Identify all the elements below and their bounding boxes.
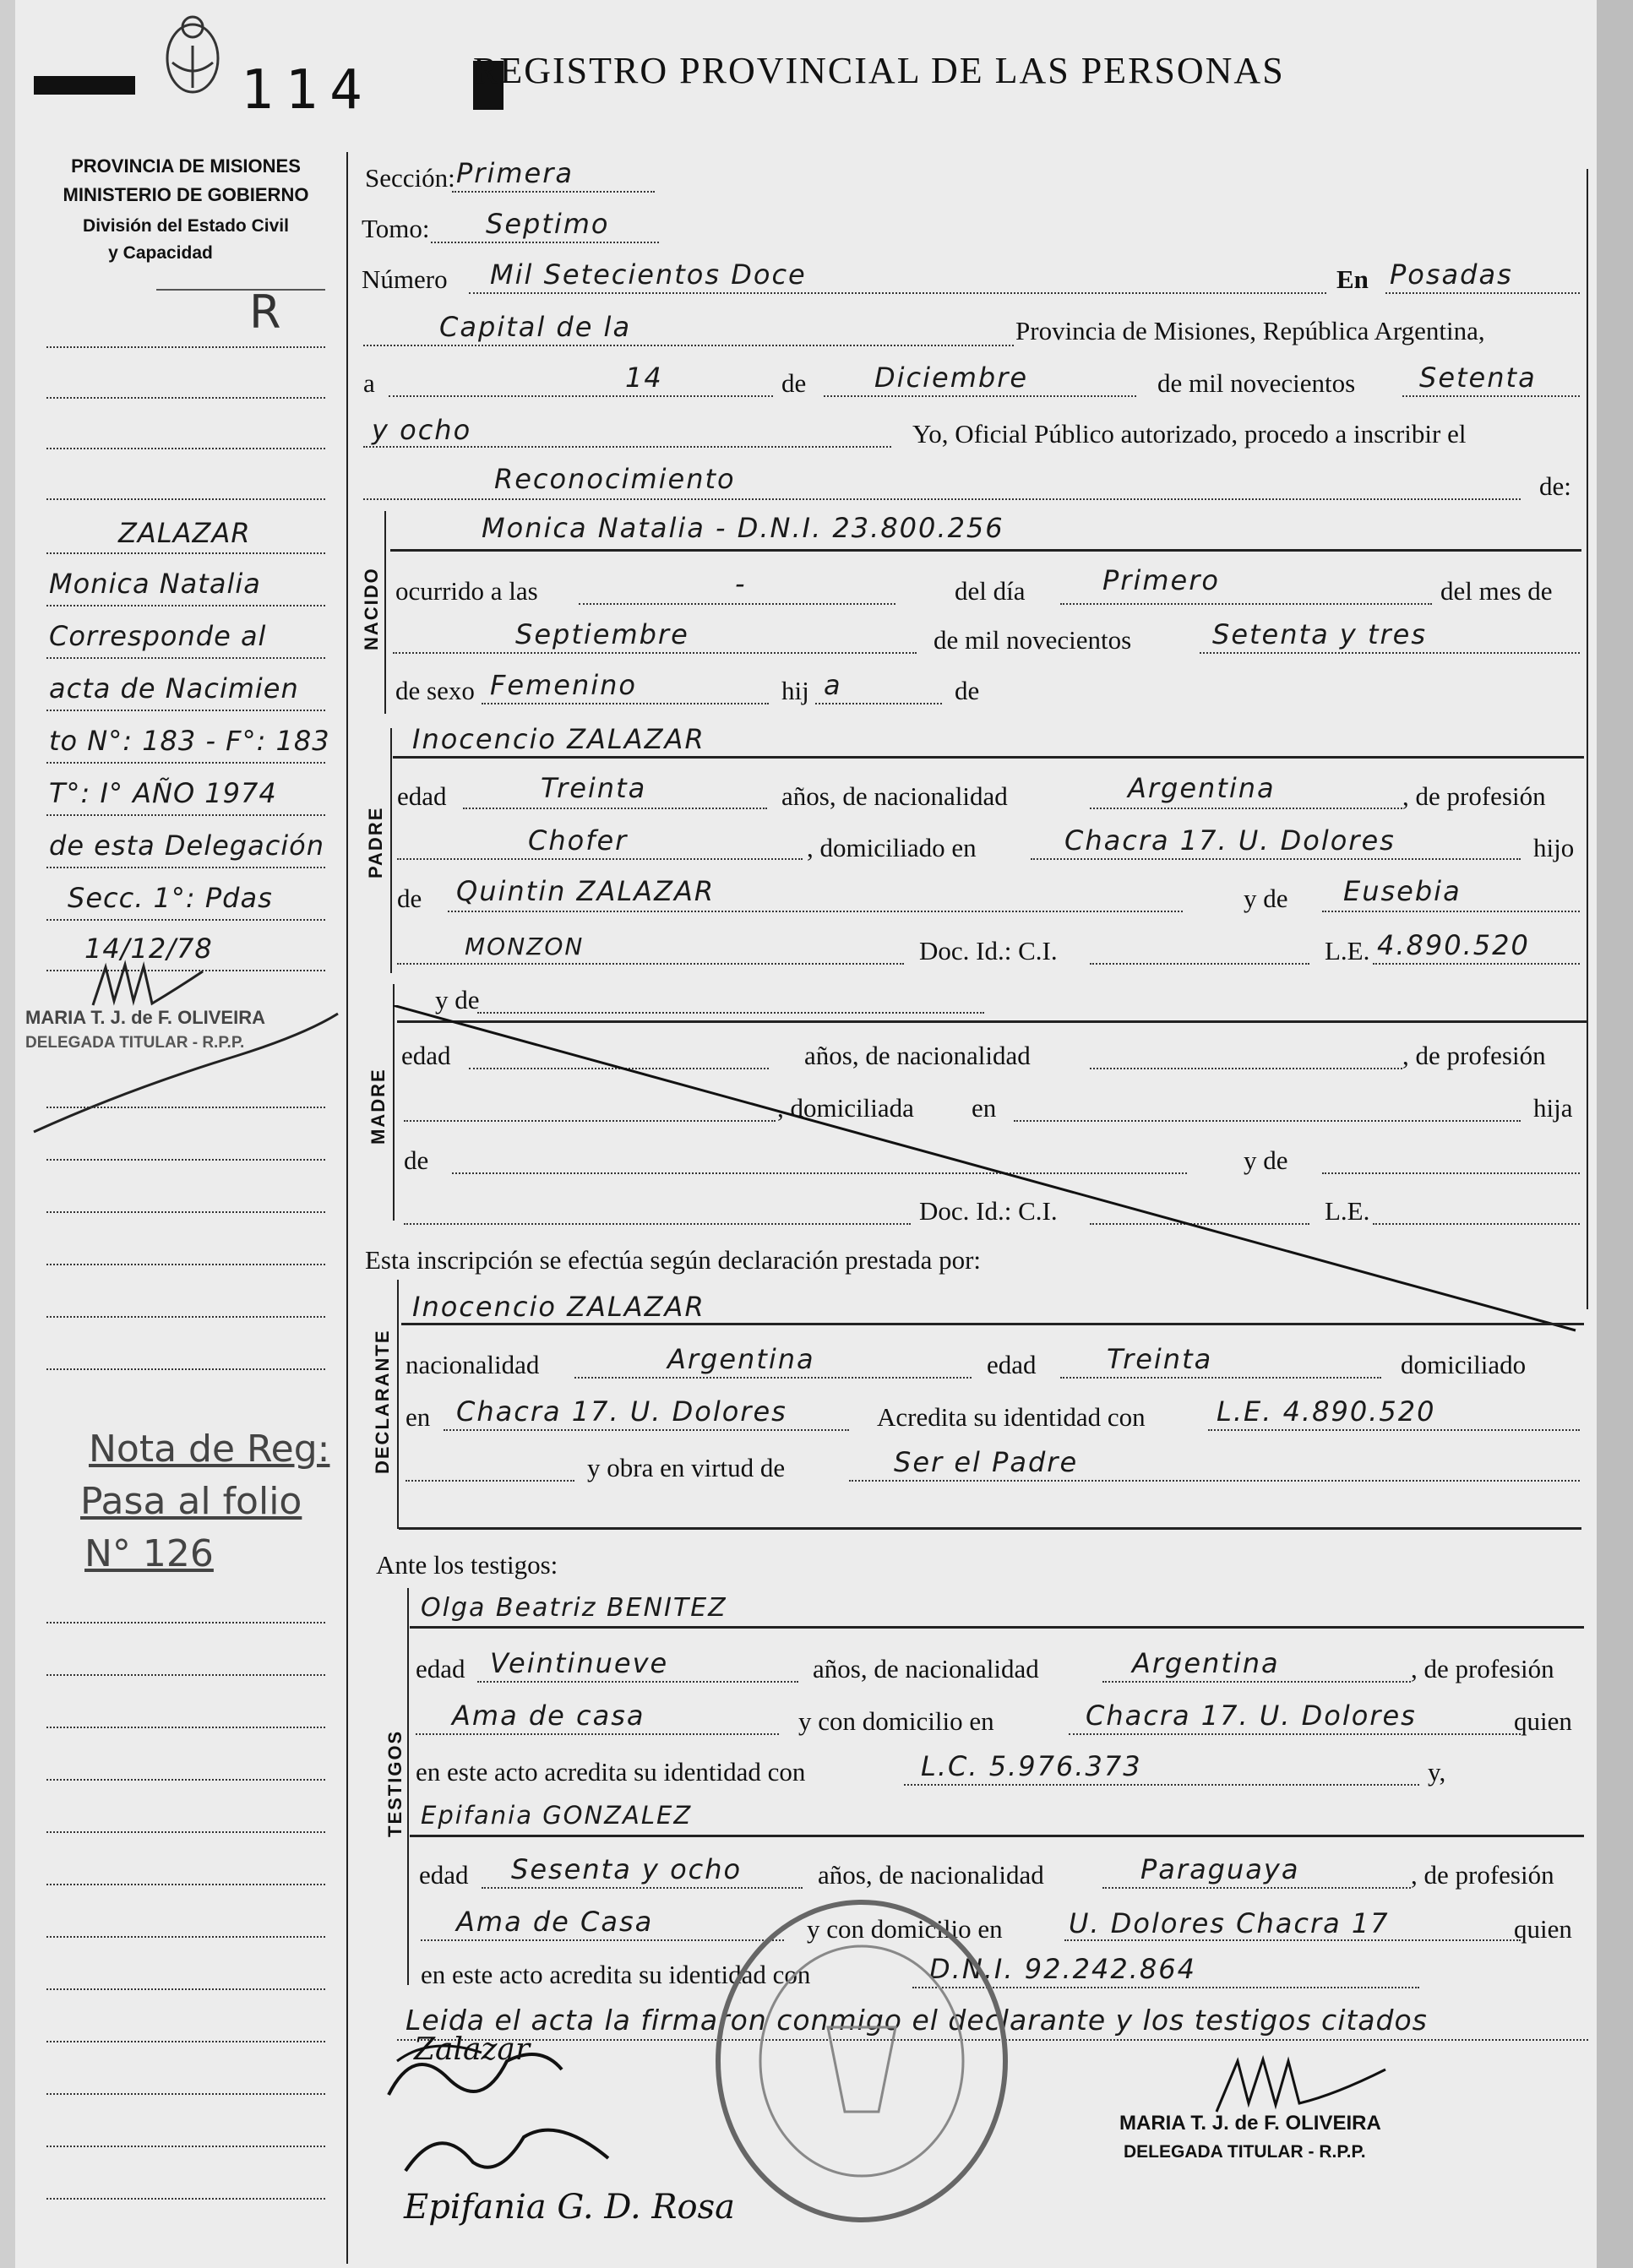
- fill-line: [1060, 603, 1432, 605]
- margin-sig-name: MARIA T. J. de F. OLIVEIRA: [25, 1007, 265, 1028]
- madre-le-label: L.E.: [1325, 1196, 1370, 1226]
- padre-de-value: Quintin ZALAZAR: [456, 875, 716, 907]
- fill-line: [389, 395, 773, 397]
- padre-de-label: de: [397, 884, 422, 913]
- padre-anos-label: años, de nacionalidad: [781, 781, 1008, 811]
- margin-divider: [346, 152, 348, 2264]
- declarante-acredita-label: Acredita su identidad con: [877, 1402, 1146, 1432]
- madre-y-de-label: y de: [435, 985, 480, 1014]
- org-line-2: MINISTERIO DE GOBIERNO: [63, 184, 309, 205]
- hij-label: hij: [781, 676, 809, 705]
- sexo-value: Femenino: [490, 669, 637, 701]
- stamp-note-2: Pasa al folio: [80, 1480, 302, 1523]
- testigo1-domicilio: Chacra 17. U. Dolores: [1086, 1700, 1417, 1732]
- stamp-note-3: N° 126: [84, 1532, 214, 1575]
- declarante-domiciliado-label: domiciliado: [1401, 1350, 1527, 1379]
- margin-line: [46, 814, 325, 816]
- madre-profesion-label: , de profesión: [1402, 1041, 1546, 1070]
- testigo2-profesion: Ama de Casa: [456, 1906, 654, 1938]
- seccion-label: Sección:: [365, 163, 455, 193]
- margin-line: [46, 448, 325, 449]
- testigos-intro: Ante los testigos:: [376, 1550, 558, 1580]
- declarante-obra: Ser el Padre: [894, 1446, 1079, 1478]
- section-label-madre: MADRE: [367, 1068, 389, 1145]
- ocurrido-label: ocurrido a las: [395, 576, 538, 606]
- person-line: [410, 1626, 1584, 1629]
- margin-line: [46, 762, 325, 764]
- year-prefix: de mil novecientos: [1157, 368, 1356, 398]
- margin-line: [46, 919, 325, 921]
- nacido-person: Monica Natalia - D.N.I. 23.800.256: [482, 512, 1004, 544]
- madre-de-label: de: [404, 1145, 429, 1175]
- official-seal-icon: [710, 1892, 1014, 2230]
- margin-note-3: to N°: 183 - F°: 183: [49, 725, 330, 757]
- stamp-note-1: Nota de Reg:: [89, 1428, 330, 1471]
- declarante-en-label: en: [406, 1402, 431, 1432]
- month-value: Diciembre: [874, 362, 1029, 394]
- year-value-1: Setenta: [1419, 362, 1537, 394]
- signature-1: Zalazar: [414, 2032, 531, 2067]
- person-line: [410, 1835, 1584, 1837]
- page-edge: [1597, 0, 1633, 2268]
- fill-line: [363, 446, 891, 448]
- margin-line: [46, 1674, 325, 1676]
- margin-line: [46, 1884, 325, 1885]
- declarante-obra-label: y obra en virtud de: [587, 1453, 786, 1482]
- madre-domiciliada-label: , domiciliada: [777, 1093, 914, 1123]
- margin-line: [46, 657, 325, 659]
- seccion-value: Primera: [456, 157, 574, 189]
- testigo2-edad: Sesenta y ocho: [511, 1853, 743, 1885]
- margin-line: [46, 2198, 325, 2200]
- margin-line: [46, 867, 325, 868]
- fill-line: [1373, 963, 1580, 965]
- margin-line: [46, 1727, 325, 1728]
- de-label: de: [781, 368, 807, 398]
- padre-domicilio-label: , domiciliado en: [807, 833, 977, 862]
- madre-edad-label: edad: [401, 1041, 451, 1070]
- de-label-nacido: de: [955, 676, 980, 705]
- section-bracket: [407, 1588, 409, 1985]
- org-line-3: División del Estado Civil: [83, 216, 289, 236]
- provincia-text: Provincia de Misiones, República Argentina,: [1015, 316, 1485, 345]
- fill-line: [477, 1681, 798, 1683]
- padre-madre-de-2: MONZON: [465, 933, 585, 960]
- fill-line: [1385, 292, 1580, 294]
- padre-hijo-label: hijo: [1533, 833, 1575, 862]
- del-dia-label: del día: [955, 576, 1026, 606]
- capital-value: Capital de la: [439, 311, 632, 343]
- mes-value: Septiembre: [515, 618, 689, 650]
- binding-edge: [0, 0, 15, 2268]
- fill-line: [1031, 858, 1521, 860]
- section-bottom-line: [399, 1527, 1581, 1530]
- fill-line: [1064, 1939, 1521, 1941]
- del-mes-label: del mes de: [1440, 576, 1553, 606]
- act-type: Reconocimiento: [494, 463, 736, 495]
- numero-value: Mil Setecientos Doce: [490, 258, 807, 291]
- testigo2-anos-label: años, de nacionalidad: [818, 1860, 1044, 1890]
- margin-line: [46, 1316, 325, 1318]
- margin-line: [46, 552, 325, 554]
- fill-line: [431, 242, 659, 243]
- fill-line: [1069, 1733, 1521, 1735]
- testigo1-domicilio-label: y con domicilio en: [798, 1706, 994, 1736]
- margin-line: [46, 346, 325, 348]
- fill-line: [397, 858, 803, 860]
- testigo2-nacionalidad: Paraguaya: [1140, 1853, 1300, 1885]
- margin-line: [46, 1831, 325, 1833]
- tomo-value: Septimo: [486, 208, 610, 240]
- fill-line: [1102, 1681, 1411, 1683]
- fill-line: [469, 292, 1326, 294]
- coat-of-arms-icon: [161, 12, 225, 105]
- padre-edad-label: edad: [397, 781, 447, 811]
- fill-line: [1208, 1429, 1580, 1431]
- testigo1-quien-label: quien: [1514, 1706, 1572, 1736]
- margin-name: Monica Natalia: [49, 568, 261, 600]
- margin-line: [46, 1107, 325, 1108]
- margin-line: [46, 1779, 325, 1781]
- testigo2-quien-label: quien: [1514, 1914, 1572, 1944]
- fill-line: [363, 498, 1521, 500]
- person-line: [390, 549, 1581, 552]
- testigo1-edad-label: edad: [416, 1654, 465, 1683]
- year-value: Setenta y tres: [1212, 618, 1428, 650]
- year-value-2: y ocho: [372, 414, 472, 446]
- org-line-4: y Capacidad: [108, 243, 213, 263]
- section-bracket: [397, 1280, 399, 1529]
- page-title: REGISTRO PROVINCIAL DE LAS PERSONAS: [473, 50, 1285, 91]
- en-label: En: [1336, 264, 1369, 294]
- testigo1-profesion-label: , de profesión: [1411, 1654, 1554, 1683]
- margin-line: [46, 397, 325, 399]
- padre-profesion: Chofer: [528, 824, 629, 857]
- madre-y-de2-label: y de: [1244, 1145, 1288, 1175]
- numero-label: Número: [362, 264, 448, 294]
- testigo2-domicilio: U. Dolores Chacra 17: [1069, 1907, 1390, 1939]
- fill-line: [815, 703, 942, 704]
- section-label-nacido: NACIDO: [361, 567, 382, 650]
- declarante-acredita: L.E. 4.890.520: [1217, 1395, 1436, 1428]
- fill-line: [1090, 808, 1402, 809]
- person-line: [393, 756, 1584, 759]
- section-label-testigos: TESTIGOS: [384, 1729, 406, 1837]
- org-underline: [156, 289, 325, 291]
- padre-edad-value: Treinta: [541, 772, 647, 804]
- testigo1-anos-label: años, de nacionalidad: [813, 1654, 1039, 1683]
- testigo2-domicilio-label: y con domicilio en: [807, 1914, 1003, 1944]
- declarante-domicilio: Chacra 17. U. Dolores: [456, 1395, 787, 1428]
- padre-name: Inocencio ZALAZAR: [412, 723, 705, 755]
- declarante-nacionalidad-label: nacionalidad: [406, 1350, 540, 1379]
- margin-line: [46, 1211, 325, 1213]
- fill-line: [393, 652, 917, 654]
- tomo-label: Tomo:: [362, 214, 430, 243]
- testigo1-nacionalidad: Argentina: [1132, 1647, 1280, 1679]
- madre-hija-label: hija: [1533, 1093, 1573, 1123]
- day-value: 14: [625, 362, 663, 394]
- testigo1-edad: Veintinueve: [490, 1647, 669, 1679]
- margin-sig-title: DELEGADA TITULAR - R.P.P.: [25, 1034, 245, 1052]
- testigo1-name: Olga Beatriz BENITEZ: [421, 1593, 727, 1623]
- declarante-nacionalidad: Argentina: [667, 1343, 815, 1375]
- section-label-padre: PADRE: [365, 806, 386, 878]
- margin-note-4: T°: I° AÑO 1974: [49, 777, 277, 809]
- fill-line: [448, 911, 1183, 912]
- margin-line: [46, 2041, 325, 2042]
- margin-line: [46, 1622, 325, 1623]
- ocurrido-value: -: [735, 568, 747, 600]
- signature-2-icon: [397, 2112, 617, 2188]
- declarante-edad: Treinta: [1107, 1343, 1213, 1375]
- testigo1-y-label: y,: [1428, 1757, 1446, 1787]
- margin-line: [46, 1988, 325, 1990]
- fill-line: [444, 1429, 849, 1431]
- fill-line: [574, 1377, 972, 1379]
- fill-line: [463, 808, 767, 809]
- fill-line: [1402, 395, 1580, 397]
- declarante-edad-label: edad: [987, 1350, 1037, 1379]
- fill-line: [1322, 911, 1580, 912]
- margin-note-1: Corresponde al: [49, 620, 267, 652]
- year-label: de mil novecientos: [934, 625, 1132, 655]
- fill-line: [824, 395, 1136, 397]
- margin-scribble-icon: [25, 997, 346, 1149]
- fill-line: [849, 1480, 1580, 1482]
- sexo-label: de sexo: [395, 676, 475, 705]
- margin-note-7: 14/12/78: [84, 933, 213, 965]
- declarante-intro: Esta inscripción se efectúa según declaración prestada por:: [365, 1245, 982, 1275]
- madre-anos-label: años, de nacionalidad: [804, 1041, 1031, 1070]
- padre-nacionalidad: Argentina: [1128, 772, 1276, 804]
- margin-line: [46, 1159, 325, 1161]
- person-line: [401, 1323, 1584, 1325]
- fill-line: [1060, 1377, 1381, 1379]
- margin-line: [46, 1368, 325, 1370]
- margin-note-5: de esta Delegación: [49, 829, 325, 862]
- margin-line: [46, 2146, 325, 2147]
- fill-line: [1200, 652, 1580, 654]
- margin-note-6: Secc. 1°: Pdas: [68, 882, 273, 914]
- testigo2-name: Epifania GONZALEZ: [421, 1801, 693, 1830]
- fill-line: [482, 1887, 803, 1889]
- section-bracket: [390, 728, 392, 973]
- fill-line: [904, 1784, 1419, 1786]
- de-colon: de:: [1539, 471, 1571, 501]
- declarante-name: Inocencio ZALAZAR: [412, 1291, 705, 1323]
- signature-3: Epifania G. D. Rosa: [404, 2188, 735, 2227]
- fill-line: [397, 963, 904, 965]
- fill-line: [482, 703, 769, 704]
- padre-madre-de-1: Eusebia: [1343, 875, 1462, 907]
- padre-doc-label: Doc. Id.: C.I.: [919, 936, 1058, 965]
- fill-line: [452, 191, 655, 193]
- margin-line: [46, 1936, 325, 1938]
- testigo1-profesion: Ama de casa: [452, 1700, 645, 1732]
- testigo1-doc: L.C. 5.976.373: [921, 1750, 1142, 1782]
- margin-note-2: acta de Nacimien: [49, 672, 299, 704]
- padre-domicilio: Chacra 17. U. Dolores: [1064, 824, 1396, 857]
- dia-value: Primero: [1102, 564, 1220, 596]
- en-value: Posadas: [1390, 258, 1513, 291]
- official-sig-name: MARIA T. J. de F. OLIVEIRA: [1119, 2112, 1381, 2135]
- oficial-text: Yo, Oficial Público autorizado, procedo a inscribir el: [912, 419, 1467, 449]
- mark-r: R: [249, 286, 281, 339]
- fill-line: [1090, 963, 1309, 965]
- margin-surname: ZALAZAR: [118, 517, 251, 549]
- fill-line: [1102, 1887, 1411, 1889]
- redaction-mark: [34, 76, 135, 95]
- folio-number: 114: [241, 59, 374, 122]
- a-label: a: [363, 368, 375, 398]
- testigo1-acredita-label: en este acto acredita su identidad con: [416, 1757, 806, 1787]
- margin-line: [46, 2093, 325, 2095]
- madre-doc-label: Doc. Id.: C.I.: [919, 1196, 1058, 1226]
- margin-line: [46, 1264, 325, 1265]
- madre-en-label: en: [972, 1093, 997, 1123]
- margin-line: [46, 605, 325, 606]
- fill-line: [416, 1733, 779, 1735]
- closing-text: Leida el acta la firmaron conmigo el declarante y los testigos citados: [406, 2004, 1428, 2037]
- section-label-declarante: DECLARANTE: [372, 1329, 393, 1474]
- padre-y-de-label: y de: [1244, 884, 1288, 913]
- hij-value: a: [824, 669, 842, 701]
- testigo2-profesion-label: , de profesión: [1411, 1860, 1554, 1890]
- testigo2-doc: D.N.I. 92.242.864: [929, 1953, 1196, 1985]
- section-bracket: [384, 511, 386, 714]
- padre-le-label: L.E.: [1325, 936, 1370, 965]
- fill-line: [579, 603, 895, 605]
- testigo2-acredita-label: en este acto acredita su identidad con: [421, 1960, 811, 1989]
- margin-line: [46, 710, 325, 711]
- org-line-1: PROVINCIA DE MISIONES: [71, 155, 301, 177]
- fill-line: [406, 1480, 574, 1482]
- padre-profesion-label: , de profesión: [1402, 781, 1546, 811]
- testigo2-edad-label: edad: [419, 1860, 469, 1890]
- fill-line: [363, 345, 1014, 346]
- padre-le-value: 4.890.520: [1377, 929, 1530, 961]
- margin-line: [46, 498, 325, 500]
- official-sig-title: DELEGADA TITULAR - R.P.P.: [1124, 2142, 1366, 2162]
